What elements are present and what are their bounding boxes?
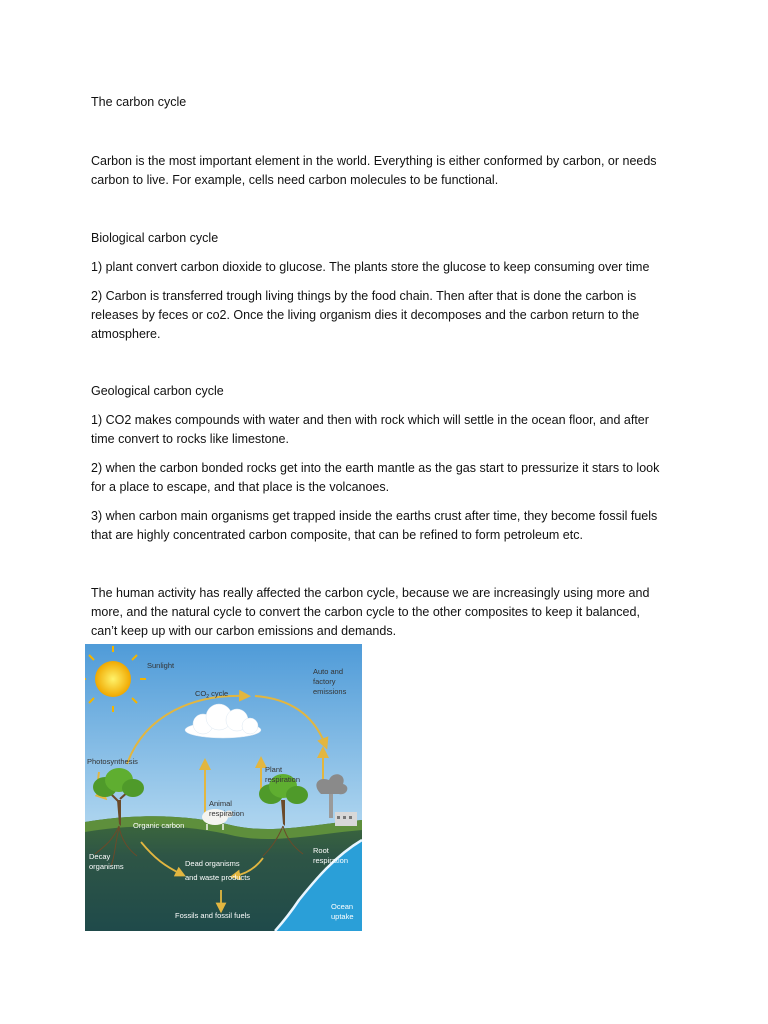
- decay-organisms-label-1: Decay: [89, 852, 111, 861]
- geological-heading: Geological carbon cycle: [91, 384, 224, 398]
- intro-line-2: carbon to live. For example, cells need carbon molecules to be functional.: [91, 173, 499, 187]
- organic-carbon-label: Organic carbon: [133, 821, 185, 830]
- biological-item-2-line-3: atmosphere.: [91, 327, 161, 341]
- geological-item-2-line-1: 2) when the carbon bonded rocks get into the earth mantle as the gas start to pressurize it stars to look: [91, 461, 660, 475]
- conclusion-line-1: The human activity has really affected the carbon cycle, because we are increasingly using more and: [91, 586, 650, 600]
- animal-respiration-label-1: Animal: [209, 799, 232, 808]
- dead-organisms-label-1: Dead organisms: [185, 859, 240, 868]
- geological-item-1-line-1: 1) CO2 makes compounds with water and then with rock which will settle in the ocean floor, and after: [91, 413, 649, 427]
- co2-cycle-label: $CO_2$ cycle: [195, 689, 229, 700]
- carbon-cycle-diagram: [85, 644, 362, 931]
- auto-emissions-label-2: factory: [313, 677, 336, 686]
- fossils-label: Fossils and fossil fuels: [175, 911, 251, 920]
- photosynthesis-label: Photosynthesis: [87, 757, 138, 766]
- biological-item-2-line-1: 2) Carbon is transferred trough living things by the food chain. Then after that is done the carbon is: [91, 289, 637, 303]
- sunlight-label: Sunlight: [147, 661, 175, 670]
- dead-organisms-label-2: and waste products: [185, 873, 251, 882]
- biological-item-1: 1) plant convert carbon dioxide to glucose. The plants store the glucose to keep consuming over time: [91, 260, 650, 274]
- biological-heading: Biological carbon cycle: [91, 231, 219, 245]
- geological-item-3-line-2: that are highly concentrated carbon composite, that can be refined to form petroleum etc.: [91, 528, 583, 542]
- geological-item-3-line-1: 3) when carbon main organisms get trapped inside the earths crust after time, they become fossil fuels: [91, 509, 658, 523]
- ocean-uptake-label-1: Ocean: [331, 902, 354, 911]
- decay-organisms-label-2: organisms: [89, 862, 124, 871]
- conclusion-line-3: can’t keep up with our carbon emissions and demands.: [91, 624, 397, 638]
- ocean-uptake-label-2: uptake: [331, 912, 354, 921]
- conclusion-line-2: more, and the natural cycle to convert the carbon cycle to the other composites to keep it balanced,: [91, 605, 640, 619]
- geological-item-1-line-2: time convert to rocks like limestone.: [91, 432, 289, 446]
- geological-item-2-line-2: for a place to escape, and that place is the volcanoes.: [91, 480, 390, 494]
- page-title: The carbon cycle: [91, 95, 187, 109]
- root-respiration-label-2: respiration: [313, 856, 349, 865]
- biological-item-2-line-2: releases by feces or co2. Once the living organism dies it decomposes and the carbon return to the: [91, 308, 640, 322]
- plant-respiration-label-1: Plant: [265, 765, 283, 774]
- animal-respiration-label-2: respiration: [209, 809, 245, 818]
- intro-line-1: Carbon is the most important element in the world. Everything is either conformed by carbon, or needs: [91, 154, 657, 168]
- auto-emissions-label-3: emissions: [313, 687, 347, 696]
- root-respiration-label-1: Root: [313, 846, 329, 855]
- plant-respiration-label-2: respiration: [265, 775, 301, 784]
- auto-emissions-label-1: Auto and: [313, 667, 344, 676]
